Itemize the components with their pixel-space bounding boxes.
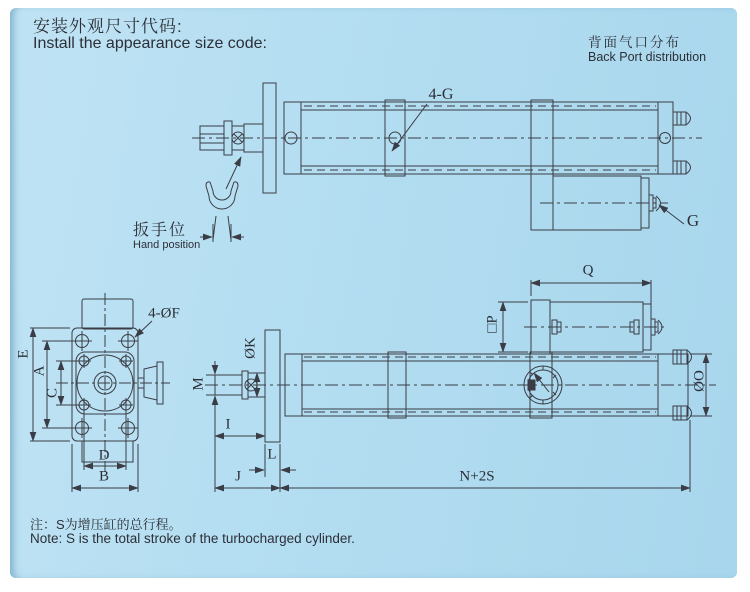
bottom-side-view bbox=[205, 280, 716, 492]
back-port-label-zh: 背面气口分布 bbox=[588, 35, 681, 50]
dim-label-q: Q bbox=[582, 262, 594, 279]
dim-label-i: I bbox=[225, 416, 231, 433]
top-side-view bbox=[192, 83, 702, 242]
dim-label-4f: 4-ØF bbox=[148, 305, 180, 322]
wrench-position-label-en: Hand position bbox=[133, 239, 201, 251]
dim-label-p: □P bbox=[484, 315, 501, 333]
dim-label-j: J bbox=[235, 468, 241, 485]
dim-label-m: M bbox=[190, 377, 207, 391]
note-en: Note: S is the total stroke of the turbocharged cylinder. bbox=[30, 531, 355, 546]
dim-label-l: L bbox=[267, 446, 277, 463]
dim-label-k: ØK bbox=[242, 337, 259, 359]
dim-label-n2s: N+2S bbox=[459, 468, 495, 485]
dim-label-d: D bbox=[98, 447, 110, 464]
page-title-zh: 安装外观尺寸代码: bbox=[33, 17, 183, 36]
dim-label-e: E bbox=[15, 349, 32, 359]
dim-label-4g: 4-G bbox=[428, 86, 454, 103]
note-zh: 注：S为增压缸的总行程。 bbox=[30, 517, 182, 532]
page-title-en: Install the appearance size code: bbox=[33, 35, 267, 52]
dim-label-o: ØO bbox=[691, 370, 708, 392]
back-port-label-en: Back Port distribution bbox=[588, 50, 707, 64]
dim-label-g: G bbox=[686, 211, 700, 230]
dim-label-c: C bbox=[44, 387, 61, 399]
wrench-position-label-zh: 扳手位 bbox=[133, 222, 188, 239]
dim-label-b: B bbox=[98, 468, 110, 485]
dim-label-a: A bbox=[31, 365, 48, 377]
